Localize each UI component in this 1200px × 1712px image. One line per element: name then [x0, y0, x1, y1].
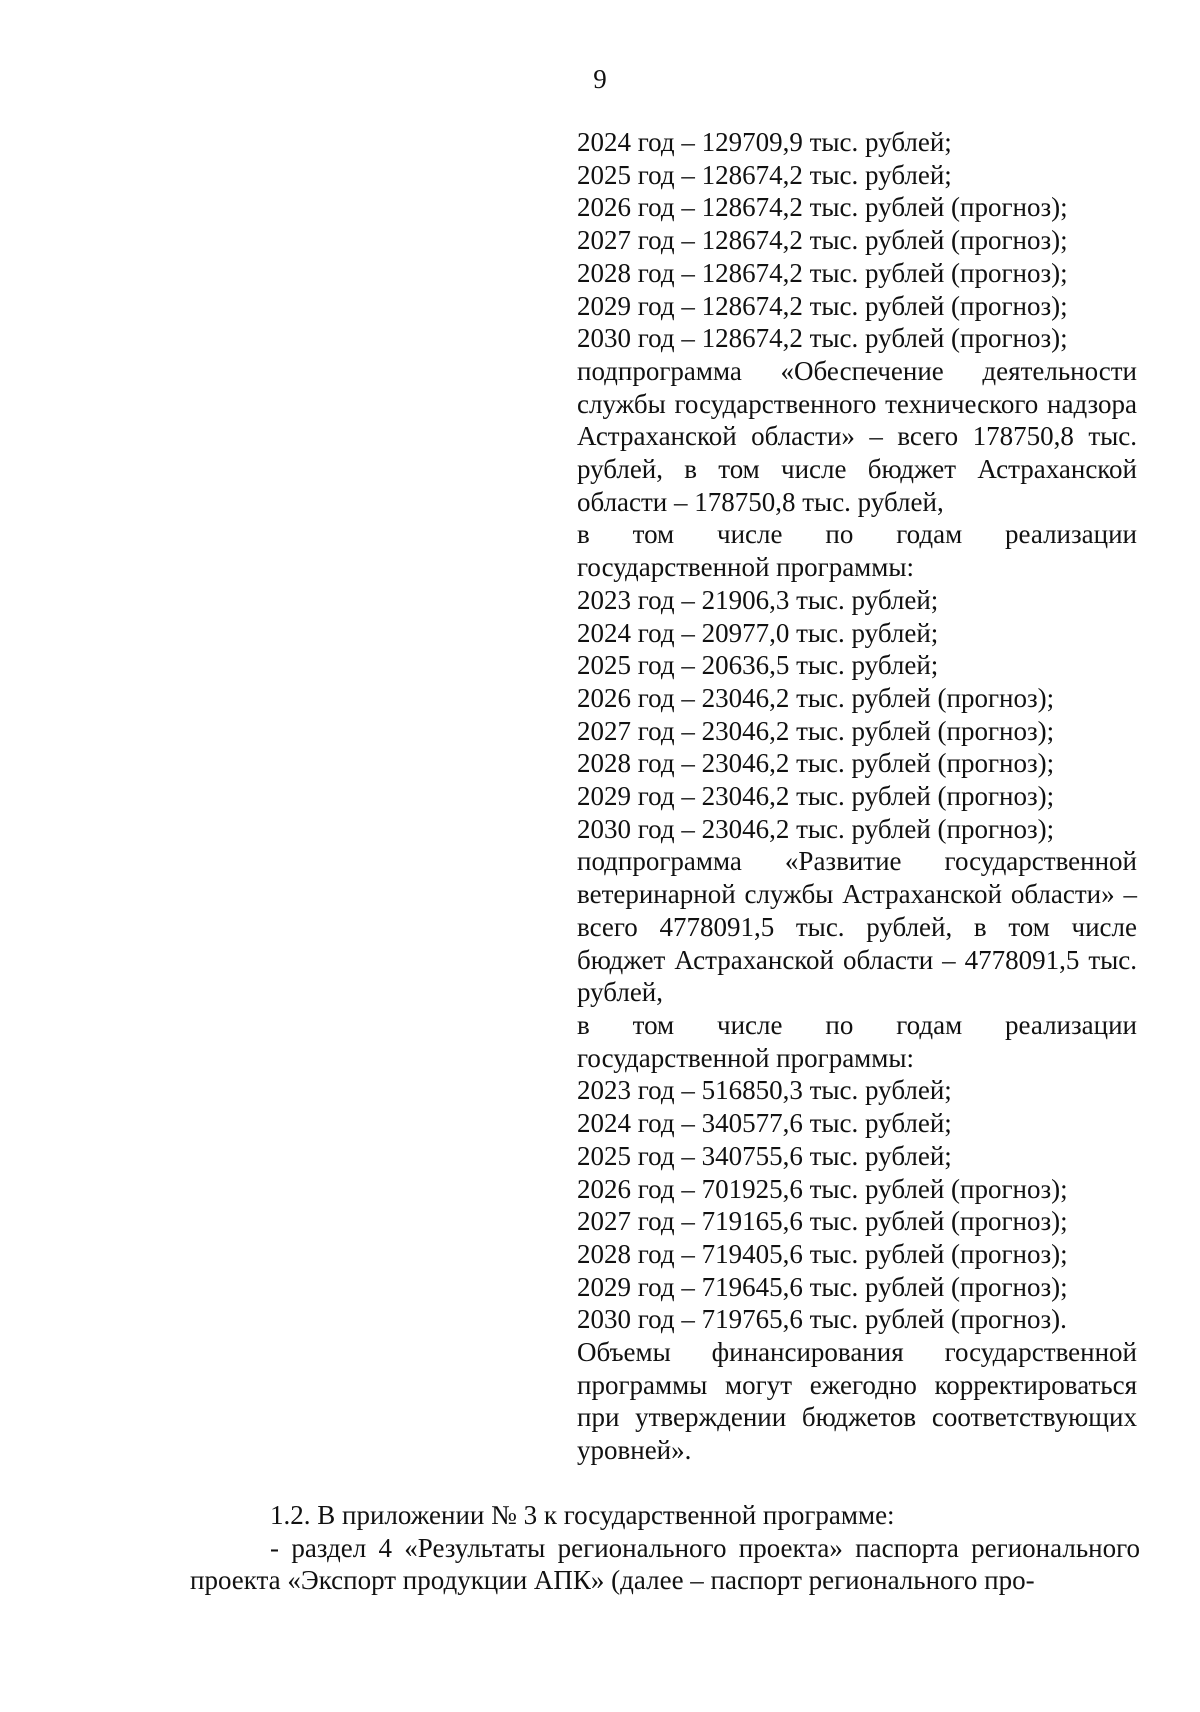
- funding-line: 2026 год – 128674,2 тыс. рублей (прогноз);: [577, 192, 1068, 223]
- funding-block: [577, 126, 1137, 1467]
- funding-line: 2023 год – 516850,3 тыс. рублей;: [577, 1075, 952, 1106]
- subprogram-tech-paragraph: подпрограмма «Обеспечение деятельности службы государственного технического надзора Астраханской области» – всего 178750,8 тыс. рублей, в том числе бюджет Астраханской области – 178750,8 тыс. рублей,: [577, 355, 1137, 517]
- funding-lines-b: [577, 584, 1137, 846]
- funding-line: 2026 год – 701925,6 тыс. рублей (прогноз);: [577, 1173, 1068, 1204]
- funding-line: 2028 год – 23046,2 тыс. рублей (прогноз);: [577, 748, 1055, 779]
- funding-line: 2027 год – 23046,2 тыс. рублей (прогноз);: [577, 715, 1055, 746]
- closing-paragraph: Объемы финансирования государственной программы могут ежегодно корректироваться при утверждении бюджетов соответствующих уровней».: [577, 1337, 1137, 1466]
- funding-lines-a: [577, 126, 1137, 355]
- funding-line: 2029 год – 719645,6 тыс. рублей (прогноз);: [577, 1271, 1068, 1302]
- by-years-tech-paragraph: в том числе по годам реализации государственной программы:: [577, 519, 1137, 583]
- funding-line: 2025 год – 340755,6 тыс. рублей;: [577, 1140, 952, 1171]
- funding-line: 2024 год – 340577,6 тыс. рублей;: [577, 1108, 952, 1139]
- funding-line: 2028 год – 719405,6 тыс. рублей (прогноз);: [577, 1238, 1068, 1269]
- funding-line: 2025 год – 20636,5 тыс. рублей;: [577, 650, 939, 681]
- funding-line: 2028 год – 128674,2 тыс. рублей (прогноз);: [577, 257, 1068, 288]
- funding-line: 2023 год – 21906,3 тыс. рублей;: [577, 584, 939, 615]
- funding-line: 2030 год – 128674,2 тыс. рублей (прогноз);: [577, 323, 1068, 354]
- funding-line: 2024 год – 129709,9 тыс. рублей;: [577, 127, 952, 157]
- funding-line: 2029 год – 128674,2 тыс. рублей (прогноз);: [577, 290, 1068, 321]
- funding-line: 2029 год – 23046,2 тыс. рублей (прогноз);: [577, 781, 1055, 812]
- page-number: 9: [593, 64, 607, 94]
- funding-line: 2026 год – 23046,2 тыс. рублей (прогноз);: [577, 682, 1055, 713]
- funding-line: 2027 год – 128674,2 тыс. рублей (прогноз);: [577, 225, 1068, 256]
- section-1-2: [190, 1499, 1140, 1597]
- funding-lines-c: [577, 1074, 1137, 1336]
- funding-line: 2027 год – 719165,6 тыс. рублей (прогноз);: [577, 1206, 1068, 1237]
- by-years-vet-paragraph: в том числе по годам реализации государственной программы:: [577, 1009, 1137, 1073]
- funding-line: 2030 год – 719765,6 тыс. рублей (прогноз).: [577, 1304, 1067, 1335]
- funding-line: 2025 год – 128674,2 тыс. рублей;: [577, 159, 952, 190]
- funding-line: 2030 год – 23046,2 тыс. рублей (прогноз);: [577, 813, 1055, 844]
- funding-line: 2024 год – 20977,0 тыс. рублей;: [577, 617, 939, 648]
- subprogram-vet-paragraph: подпрограмма «Развитие государственной ветеринарной службы Астраханской области» – всего 4778091,5 тыс. рублей, в том числе бюджет Астраханской области – 4778091,5 тыс. рублей,: [577, 846, 1137, 1008]
- section-heading: 1.2. В приложении № 3 к государственной программе:: [270, 1500, 895, 1530]
- section-item-paragraph: - раздел 4 «Результаты регионального проекта» паспорта регионального проекта «Экспорт продукции АПК» (далее – паспорт регионального про-: [190, 1532, 1140, 1596]
